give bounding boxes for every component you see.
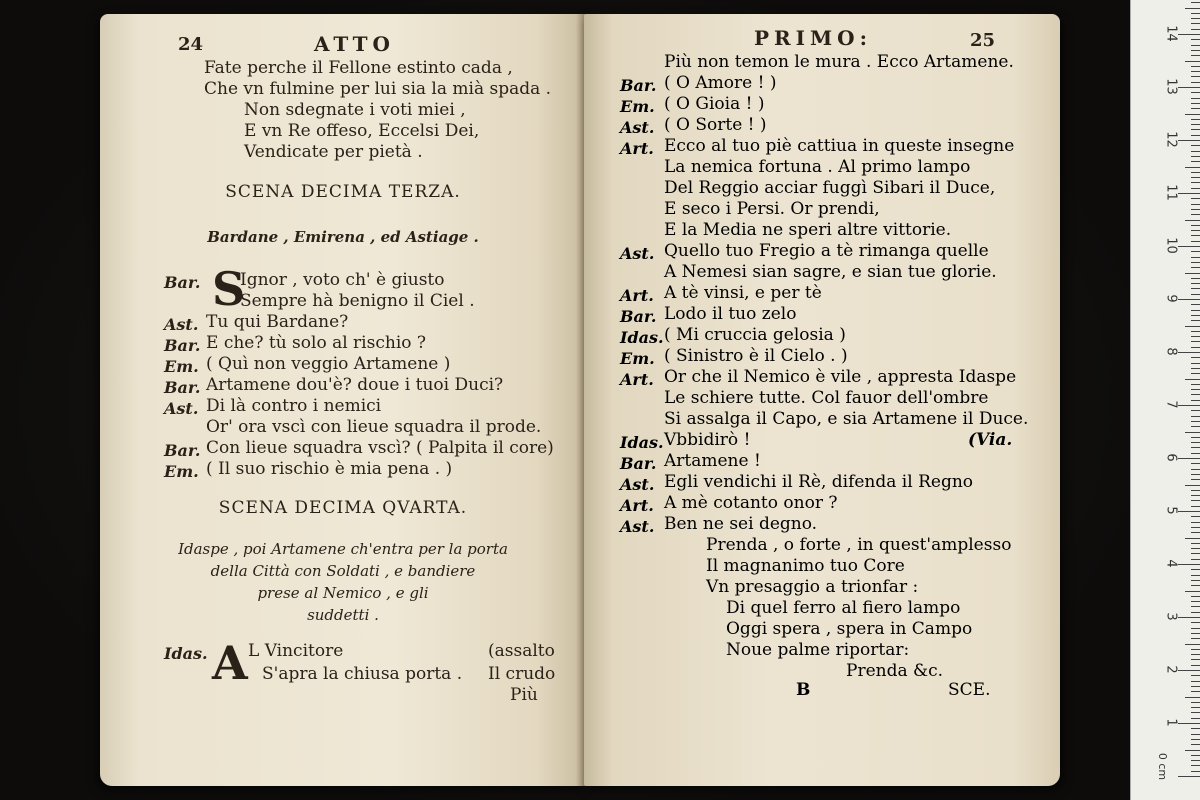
- ruler-tick: [1191, 394, 1200, 395]
- running-head: ATTO: [314, 32, 395, 56]
- stage-direction: suddetti .: [307, 606, 379, 624]
- ruler-tick: [1178, 405, 1200, 406]
- scene-heading: SCENA DECIMA TERZA.: [225, 182, 461, 202]
- ruler-tick: [1185, 326, 1200, 327]
- verse-line: La nemica fortuna . Al primo lampo: [664, 157, 971, 177]
- verse-line: Prenda , o forte , in quest'amplesso: [706, 535, 1012, 555]
- ruler-tick: [1191, 638, 1200, 639]
- ruler-tick: [1178, 617, 1200, 618]
- ruler-tick: [1191, 45, 1200, 46]
- ruler-tick: [1191, 251, 1200, 252]
- ruler-tick: [1191, 209, 1200, 210]
- scene-characters: Bardane , Emirena , ed Astiage .: [207, 228, 479, 246]
- verse-line: ( Sinistro è il Cielo . ): [664, 346, 848, 366]
- ruler-tick: [1191, 230, 1200, 231]
- ruler-tick: [1185, 697, 1200, 698]
- ruler-tick: [1191, 98, 1200, 99]
- ruler-tick: [1191, 188, 1200, 189]
- drop-capital: S: [212, 262, 246, 316]
- ruler-tick: [1191, 177, 1200, 178]
- ruler-tick: [1178, 140, 1200, 141]
- ruler-tick: [1191, 506, 1200, 507]
- stage-direction: prese al Nemico , e gli: [257, 584, 429, 602]
- ruler-tick: [1191, 50, 1200, 51]
- ruler-tick: [1191, 347, 1200, 348]
- left-page: [100, 14, 586, 786]
- verse-line: Si assalga il Capo, e sia Artamene il Duce.: [664, 409, 1029, 429]
- ruler-tick: [1191, 580, 1200, 581]
- ruler-tick: [1191, 569, 1200, 570]
- ruler-tick: [1191, 145, 1200, 146]
- ruler-label: 3: [1163, 612, 1179, 621]
- ruler-tick: [1185, 750, 1200, 751]
- verse-line: Vbbidirò !: [664, 430, 751, 450]
- ruler-tick: [1191, 151, 1200, 152]
- ruler-tick: [1185, 8, 1200, 9]
- ruler-tick: [1185, 220, 1200, 221]
- verse-line: A Nemesi sian sagre, e sian tue glorie.: [664, 262, 997, 282]
- verse-line: Lodo il tuo zelo: [664, 304, 797, 324]
- speaker-label: Art.: [620, 286, 654, 305]
- ruler-label: 8: [1163, 347, 1179, 356]
- ruler-tick: [1185, 538, 1200, 539]
- ruler-tick: [1191, 437, 1200, 438]
- ruler-tick: [1191, 585, 1200, 586]
- measuring-ruler: [1130, 0, 1200, 800]
- running-head: PRIMO:: [754, 26, 872, 50]
- ruler-tick: [1191, 320, 1200, 321]
- ruler-tick: [1191, 257, 1200, 258]
- verse-line: E vn Re offeso, Eccelsi Dei,: [244, 121, 480, 141]
- ruler-tick: [1178, 776, 1200, 777]
- dialogue-line: ( Il suo rischio è mia pena . ): [206, 459, 453, 479]
- ruler-tick: [1191, 712, 1200, 713]
- verse-line: Noue palme riportar:: [726, 640, 910, 660]
- ruler-tick: [1191, 135, 1200, 136]
- ruler-tick: [1191, 400, 1200, 401]
- ruler-tick: [1191, 601, 1200, 602]
- ruler-tick: [1191, 204, 1200, 205]
- ruler-tick: [1191, 421, 1200, 422]
- verse-line: Egli vendichi il Rè, difenda il Regno: [664, 472, 974, 492]
- ruler-tick: [1191, 384, 1200, 385]
- ruler-tick: [1191, 198, 1200, 199]
- verse-line: Ecco al tuo piè cattiua in queste insegne: [664, 136, 1015, 156]
- verse-line: Oggi spera , spera in Campo: [726, 619, 973, 639]
- speaker-label: Ast.: [620, 244, 655, 263]
- verse-line: Del Reggio acciar fuggì Sibari il Duce,: [664, 178, 996, 198]
- ruler-tick: [1191, 66, 1200, 67]
- speaker-label: Ast.: [620, 475, 655, 494]
- verse-line: Ben ne sei degno.: [664, 514, 818, 534]
- ruler-tick: [1191, 665, 1200, 666]
- ruler-tick: [1191, 744, 1200, 745]
- margin-note: (assalto: [488, 641, 555, 661]
- ruler-unit: 0 cm: [1156, 752, 1170, 781]
- speaker-label: Bar.: [164, 336, 201, 355]
- ruler-tick: [1191, 559, 1200, 560]
- dialogue-line: Con lieue squadra vscì? ( Palpita il core): [206, 438, 554, 458]
- ruler-tick: [1191, 18, 1200, 19]
- verse-line: Il magnanimo tuo Core: [706, 556, 905, 576]
- verse-line: Che vn fulmine per lui sia la mià spada .: [204, 79, 552, 99]
- ruler-tick: [1191, 29, 1200, 30]
- speaker-label: Ast.: [620, 517, 655, 536]
- ruler-tick: [1191, 500, 1200, 501]
- ruler-tick: [1191, 553, 1200, 554]
- ruler-tick: [1191, 760, 1200, 761]
- ruler-label: 13: [1163, 78, 1179, 95]
- stage-direction: della Città con Soldati , e bandiere: [210, 562, 476, 580]
- ruler-tick: [1191, 76, 1200, 77]
- ruler-tick: [1191, 283, 1200, 284]
- catchword: Più: [510, 685, 538, 705]
- ruler-tick: [1185, 591, 1200, 592]
- ruler-tick: [1191, 129, 1200, 130]
- dialogue-line: Di là contro i nemici: [206, 396, 382, 416]
- ruler-tick: [1191, 447, 1200, 448]
- ruler-label: 5: [1163, 506, 1179, 515]
- ruler-tick: [1191, 532, 1200, 533]
- speaker-label: Ast.: [620, 118, 655, 137]
- ruler-tick: [1191, 543, 1200, 544]
- verse-line: ( O Amore ! ): [664, 73, 777, 93]
- scene-heading: SCENA DECIMA QVARTA.: [218, 498, 468, 518]
- ruler-tick: [1191, 2, 1200, 3]
- ruler-tick: [1191, 262, 1200, 263]
- ruler-tick: [1191, 304, 1200, 305]
- ruler-tick: [1191, 357, 1200, 358]
- ruler-label: 2: [1163, 665, 1179, 674]
- ruler-tick: [1191, 463, 1200, 464]
- ruler-label: 14: [1163, 25, 1179, 42]
- exit-direction: (Via.: [968, 430, 1013, 450]
- ruler-tick: [1191, 315, 1200, 316]
- ruler-tick: [1191, 469, 1200, 470]
- speaker-label: Em.: [164, 357, 199, 376]
- stage-direction: Idaspe , poi Artamene ch'entra per la porta: [178, 540, 508, 558]
- speaker-label: Bar.: [164, 441, 201, 460]
- ruler-tick: [1178, 193, 1200, 194]
- ruler-tick: [1178, 352, 1200, 353]
- ruler-tick: [1191, 241, 1200, 242]
- dialogue-line: ( Quì non veggio Artamene ): [206, 354, 451, 374]
- ruler-tick: [1185, 114, 1200, 115]
- ruler-tick: [1191, 453, 1200, 454]
- ruler-tick: [1191, 373, 1200, 374]
- ruler-tick: [1191, 278, 1200, 279]
- ruler-tick: [1178, 458, 1200, 459]
- verse-line: ( O Gioia ! ): [664, 94, 765, 114]
- ruler-tick: [1191, 426, 1200, 427]
- ruler-tick: [1191, 575, 1200, 576]
- ruler-tick: [1191, 119, 1200, 120]
- verse-line: Quello tuo Fregio a tè rimanga quelle: [664, 241, 989, 261]
- ruler-tick: [1191, 341, 1200, 342]
- verse-line: E la Media ne speri altre vittorie.: [664, 220, 952, 240]
- ruler-tick: [1178, 299, 1200, 300]
- ruler-label: 9: [1163, 294, 1179, 303]
- ruler-tick: [1191, 606, 1200, 607]
- ruler-label: 4: [1163, 559, 1179, 568]
- ruler-tick: [1191, 13, 1200, 14]
- dialogue-line: S'apra la chiusa porta .: [262, 664, 463, 684]
- ruler-tick: [1185, 379, 1200, 380]
- catchword: SCE.: [948, 680, 991, 700]
- ruler-label: 6: [1163, 453, 1179, 462]
- ruler-tick: [1191, 55, 1200, 56]
- dialogue-line: Ignor , voto ch' è giusto: [240, 270, 445, 290]
- speaker-label: Art.: [620, 139, 654, 158]
- ruler-tick: [1191, 681, 1200, 682]
- speaker-label: Art.: [620, 370, 654, 389]
- verse-line: Vendicate per pietà .: [244, 142, 423, 162]
- ruler-tick: [1191, 267, 1200, 268]
- verse-line: Non sdegnate i voti miei ,: [244, 100, 466, 120]
- ruler-tick: [1191, 336, 1200, 337]
- drop-capital: A: [212, 636, 248, 690]
- ruler-tick: [1191, 495, 1200, 496]
- ruler-tick: [1191, 718, 1200, 719]
- dialogue-line: Sempre hà benigno il Ciel .: [240, 291, 475, 311]
- ruler-tick: [1178, 34, 1200, 35]
- ruler-tick: [1191, 628, 1200, 629]
- page-number: 25: [970, 30, 996, 51]
- verse-line: Più non temon le mura . Ecco Artamene.: [664, 52, 1014, 72]
- ruler-tick: [1191, 654, 1200, 655]
- ruler-tick: [1191, 490, 1200, 491]
- ruler-tick: [1191, 214, 1200, 215]
- ruler-tick: [1191, 596, 1200, 597]
- ruler-tick: [1178, 87, 1200, 88]
- ruler-tick: [1191, 622, 1200, 623]
- speaker-label: Idas.: [620, 328, 664, 347]
- verse-line: Artamene !: [664, 451, 761, 471]
- dialogue-line: Tu qui Bardane?: [206, 312, 349, 332]
- verse-line: Prenda &c.: [846, 661, 944, 681]
- speaker-label: Bar.: [164, 378, 201, 397]
- ruler-tick: [1178, 564, 1200, 565]
- ruler-tick: [1191, 442, 1200, 443]
- ruler-tick: [1191, 331, 1200, 332]
- verse-line: ( Mi cruccia gelosia ): [664, 325, 846, 345]
- page-number: 24: [178, 34, 204, 55]
- ruler-tick: [1191, 363, 1200, 364]
- ruler-tick: [1191, 108, 1200, 109]
- speaker-label: Em.: [164, 462, 199, 481]
- ruler-label: 10: [1163, 237, 1179, 254]
- margin-note: Il crudo: [488, 664, 556, 684]
- ruler-tick: [1185, 61, 1200, 62]
- speaker-label: Idas.: [164, 644, 208, 663]
- ruler-tick: [1191, 172, 1200, 173]
- ruler-tick: [1191, 294, 1200, 295]
- ruler-label: 12: [1163, 131, 1179, 148]
- ruler-tick: [1191, 368, 1200, 369]
- ruler-tick: [1191, 161, 1200, 162]
- ruler-tick: [1191, 755, 1200, 756]
- ruler-tick: [1178, 670, 1200, 671]
- ruler-tick: [1191, 548, 1200, 549]
- ruler-label: 1: [1163, 718, 1179, 727]
- ruler-tick: [1191, 416, 1200, 417]
- ruler-tick: [1191, 124, 1200, 125]
- ruler-tick: [1191, 516, 1200, 517]
- ruler-tick: [1191, 707, 1200, 708]
- ruler-tick: [1191, 288, 1200, 289]
- ruler-tick: [1191, 686, 1200, 687]
- ruler-tick: [1191, 474, 1200, 475]
- signature-mark: B: [796, 680, 811, 700]
- ruler-tick: [1185, 167, 1200, 168]
- ruler-tick: [1185, 432, 1200, 433]
- ruler-tick: [1191, 649, 1200, 650]
- dialogue-line: L Vincitore: [248, 641, 344, 661]
- speaker-label: Ast.: [164, 399, 199, 418]
- speaker-label: Bar.: [164, 273, 201, 292]
- ruler-tick: [1191, 675, 1200, 676]
- ruler-tick: [1191, 728, 1200, 729]
- ruler-tick: [1185, 485, 1200, 486]
- ruler-tick: [1191, 659, 1200, 660]
- ruler-tick: [1191, 92, 1200, 93]
- ruler-tick: [1191, 691, 1200, 692]
- speaker-label: Em.: [620, 349, 655, 368]
- dialogue-line: E che? tù solo al rischio ?: [206, 333, 427, 353]
- verse-line: A tè vinsi, e per tè: [664, 283, 822, 303]
- ruler-tick: [1191, 702, 1200, 703]
- ruler-tick: [1191, 479, 1200, 480]
- ruler-label: 11: [1163, 184, 1179, 201]
- ruler-tick: [1191, 39, 1200, 40]
- speaker-label: Bar.: [620, 307, 657, 326]
- speaker-label: Idas.: [620, 433, 664, 452]
- dialogue-line: Or' ora vscì con lieue squadra il prode.: [206, 417, 542, 437]
- verse-line: Vn presaggio a trionfar :: [706, 577, 919, 597]
- verse-line: Di quel ferro al fiero lampo: [726, 598, 961, 618]
- dialogue-line: Artamene dou'è? doue i tuoi Duci?: [206, 375, 504, 395]
- speaker-label: Ast.: [164, 315, 199, 334]
- speaker-label: Bar.: [620, 454, 657, 473]
- ruler-tick: [1178, 723, 1200, 724]
- verse-line: E seco i Persi. Or prendi,: [664, 199, 880, 219]
- ruler-tick: [1191, 739, 1200, 740]
- speaker-label: Em.: [620, 97, 655, 116]
- ruler-tick: [1191, 310, 1200, 311]
- ruler-tick: [1191, 410, 1200, 411]
- ruler-tick: [1191, 765, 1200, 766]
- ruler-tick: [1191, 633, 1200, 634]
- speaker-label: Bar.: [620, 76, 657, 95]
- ruler-tick: [1191, 182, 1200, 183]
- ruler-tick: [1191, 389, 1200, 390]
- ruler-tick: [1191, 522, 1200, 523]
- verse-line: Or che il Nemico è vile , appresta Idaspe: [664, 367, 1017, 387]
- ruler-tick: [1185, 273, 1200, 274]
- ruler-tick: [1191, 23, 1200, 24]
- verse-line: Le schiere tutte. Col fauor dell'ombre: [664, 388, 989, 408]
- ruler-tick: [1191, 82, 1200, 83]
- ruler-tick: [1191, 771, 1200, 772]
- ruler-tick: [1178, 511, 1200, 512]
- verse-line: A mè cotanto onor ?: [664, 493, 838, 513]
- ruler-tick: [1191, 612, 1200, 613]
- speaker-label: Art.: [620, 496, 654, 515]
- ruler-tick: [1185, 644, 1200, 645]
- ruler-label: 7: [1163, 400, 1179, 409]
- ruler-tick: [1191, 71, 1200, 72]
- ruler-tick: [1191, 225, 1200, 226]
- ruler-tick: [1191, 103, 1200, 104]
- ruler-tick: [1178, 246, 1200, 247]
- verse-line: Fate perche il Fellone estinto cada ,: [204, 58, 513, 78]
- ruler-tick: [1191, 734, 1200, 735]
- verse-line: ( O Sorte ! ): [664, 115, 767, 135]
- ruler-tick: [1191, 235, 1200, 236]
- ruler-tick: [1191, 527, 1200, 528]
- ruler-tick: [1191, 156, 1200, 157]
